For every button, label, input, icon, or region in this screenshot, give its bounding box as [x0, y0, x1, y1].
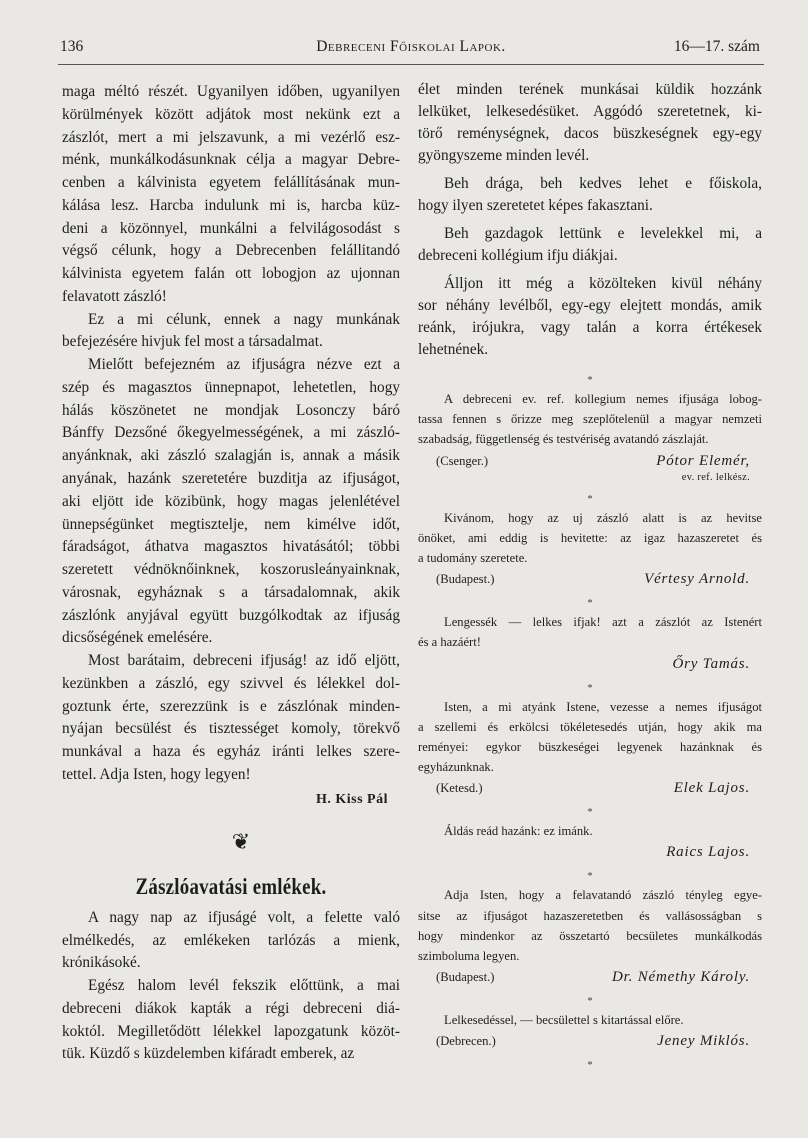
letter-excerpt: [418, 612, 762, 674]
left-column: [62, 81, 400, 1066]
paragraph: [418, 389, 762, 450]
text-line: sor néhány levélből, egy-egy elejtett mondás, amik: [418, 297, 762, 314]
text-line: befejezésére hivjuk fel most a társadalmat.: [62, 333, 323, 351]
text-line: szabadság, függetlenség és testvériség avatandó zászlaját.: [418, 432, 709, 447]
asterisk-separator: *: [587, 597, 593, 610]
text-line: Álljon itt még a közölteken kivül néhány: [444, 275, 762, 292]
text-line: zászlót, mert a mi jelszavunk, a mi vezérlő esz-: [62, 128, 400, 146]
text-line: debreceni kollégium ifju diákjai.: [418, 247, 618, 264]
text-line: kezünkben a zászló, egy szivvel és lélekkel dol-: [62, 674, 400, 692]
paragraph: [418, 1010, 762, 1030]
paragraph: [418, 885, 762, 966]
text-line: Beh drága, beh kedves lehet e főiskola,: [444, 175, 762, 192]
text-line: Lengessék — lelkes ifjak! azt a zászlót az Istenért: [444, 615, 762, 630]
text-line: önöket, ami eddig is hevitette: az igaz hazaszeretet és: [418, 530, 762, 545]
text-line: A nagy nap az ifjuságé volt, a felette való: [88, 908, 400, 926]
text-line: deni a közönnyel, munkálni a felvilágosodást s: [62, 219, 400, 237]
asterisk-separator: *: [587, 870, 593, 883]
place-name: (Debrecen.): [436, 1034, 496, 1049]
section-title: Zászlóavatási emlékek.: [135, 873, 327, 899]
text-line: hálás köszönetet ne mondjak Losonczy báró: [62, 401, 400, 419]
text-line: ménk, munkálkodásunknak célja a magyar Debre-: [62, 151, 400, 169]
issue-number: 16—17. szám: [673, 38, 760, 55]
text-line: Egész halom levél fekszik előttünk, a mai: [88, 977, 400, 995]
text-line: debreceni diákok kapták a régi debreceni diá-: [62, 999, 400, 1017]
text-line: a szellemi és erkölcsi tökéletesedés utján, hogy akik ma: [418, 719, 762, 734]
text-line: krónikásoké.: [62, 954, 141, 972]
text-line: törő reménységnek, dacos büszkeségnek egy-egy: [418, 125, 762, 142]
text-line: Isten, a mi atyánk Istene, vezesse a nemes ifjuságot: [444, 699, 762, 714]
signature-row: [418, 1030, 762, 1052]
asterisk-separator: *: [587, 492, 593, 505]
signature-row: [418, 841, 762, 863]
text-line: gyöngyszeme minden levél.: [418, 147, 590, 164]
place-name: (Ketesd.): [436, 781, 483, 796]
header-rule: [58, 64, 764, 65]
right-column: [418, 79, 762, 1074]
paragraph: [418, 697, 762, 778]
text-line: és a hazáért!: [418, 635, 481, 650]
paragraph: [62, 907, 400, 975]
asterisk-separator: *: [587, 995, 593, 1008]
letter-excerpt: [418, 1010, 762, 1052]
paragraph: [418, 79, 762, 167]
text-line: végső célunk, hogy a Debrecenben felállitandó: [62, 242, 400, 260]
text-line: ünnepségünket megtisztelje, nem kimélve időt,: [62, 515, 400, 533]
asterisk-separator: *: [587, 1059, 593, 1072]
text-line: tettel. Adja Isten, hogy legyen!: [62, 765, 251, 783]
paragraph: [418, 821, 762, 841]
page-number: 136: [60, 38, 84, 55]
paragraph: [418, 612, 762, 652]
text-line: cenben a kálvinista egyetem felállításának mun-: [62, 174, 400, 192]
signature-row: [418, 777, 762, 799]
letter-excerpt: [418, 697, 762, 800]
text-line: elmélkedés, az emlékeken tarlózás a mienk,: [62, 931, 400, 949]
asterisk-separator: *: [587, 374, 593, 386]
author-name: Dr. Némethy Károly.: [612, 969, 750, 986]
signature: H. Kiss Pál: [315, 791, 388, 807]
text-line: fáradságot, áthatva magasztos hivatásától; többi: [62, 538, 400, 556]
text-line: Beh gazdagok lettünk e levelekkel mi, a: [444, 225, 762, 242]
author-name: Jeney Miklós.: [657, 1033, 750, 1050]
place-name: (Budapest.): [436, 970, 495, 985]
signature-row: [418, 450, 762, 472]
text-line: egyházunknak.: [418, 760, 494, 775]
text-line: Adja Isten, hogy a felavatandó zászló tényleg egye-: [444, 888, 762, 903]
author-title: ev. ref. lelkész.: [681, 471, 750, 483]
text-line: kálvinista egyetem falán ott lobogjon az ujonnan: [62, 265, 400, 283]
text-line: lehetnének.: [418, 341, 489, 358]
text-line: reánk, irójukra, vagy talán a korra értékesek: [418, 319, 762, 336]
paragraph: [62, 650, 400, 787]
text-line: hogy ilyen szeretetet képes fakasztani.: [418, 197, 653, 214]
text-line: szeretett védnöknőinknek, koszorusleányainknak,: [62, 561, 400, 579]
text-line: Kivánom, hogy az uj zászló alatt is az hevitse: [444, 510, 762, 525]
place-name: (Csenger.): [436, 453, 489, 468]
journal-title: Debreceni Főiskolai Lapok.: [316, 38, 506, 55]
text-line: maga méltó részét. Ugyanilyen időben, ugyanilyen: [62, 83, 400, 100]
text-line: anyának, hazánk szeretetére buzditja az ifjuságot,: [62, 470, 400, 488]
author-name: Elek Lajos.: [673, 780, 750, 797]
text-line: a tudomány szeretete.: [418, 550, 528, 565]
paragraph: [62, 81, 400, 309]
text-line: Most barátaim, debreceni ifjuság! az idő eljött,: [88, 652, 400, 670]
signature-row: [418, 653, 762, 675]
signature-row: [418, 966, 762, 988]
text-line: koktól. Megilletődött lélekkel lapozgatunk közöt-: [62, 1022, 400, 1040]
paragraph: [62, 354, 400, 650]
text-line: zászlónk anyjával együtt buzgólkodtak az ifjuság: [62, 606, 400, 624]
paragraph: [62, 309, 400, 355]
text-line: Mielőtt befejezném az ifjuságra nézve ezt a: [88, 356, 400, 374]
asterisk-separator: *: [587, 681, 593, 694]
paragraph: [62, 975, 400, 1066]
paragraph: [418, 223, 762, 267]
text-line: goztunk érte, szerezzünk is e zászlónak minden-: [62, 697, 400, 715]
author-name: Raics Lajos.: [666, 844, 750, 861]
letter-excerpt: [418, 508, 762, 591]
paragraph: [418, 273, 762, 361]
text-line: aki eljött ide közibünk, hogy magas jelenlétével: [62, 492, 400, 510]
paragraph: [418, 508, 762, 569]
signature-row: [418, 568, 762, 590]
text-line: szimboluma legyen.: [418, 949, 520, 963]
text-line: szép és magasztos ünnepnapot, lehetetlen, hogy: [62, 378, 400, 396]
place-name: (Budapest.): [436, 572, 495, 587]
text-line: tük. Küzdő s küzdelemben kifáradt emberek, az: [62, 1045, 355, 1063]
text-line: sitse az ifjuságot hazaszeretetben és vallásosságban s: [418, 908, 762, 923]
text-line: Lelkesedéssel, — becsülettel s kitartással előre.: [444, 1013, 684, 1028]
text-line: kálása lesz. Harcba indulunk mi is, harcba küz-: [62, 196, 400, 214]
text-line: Bánffy Dezsőné őkegyelmességének, a mi zászló-: [62, 424, 400, 442]
asterisk-separator: *: [587, 806, 593, 819]
text-line: felavatott zászló!: [62, 287, 167, 305]
text-line: városnak, egyháznak s a társadalomnak, akik: [62, 583, 400, 601]
text-line: Áldás reád hazánk: ez imánk.: [444, 824, 593, 839]
text-line: reményei: egykor büszkeségei legyenek hazánknak és: [418, 739, 762, 754]
text-line: lelküket, lelkesedésüket. Aggódó szeretetnek, ki-: [418, 103, 762, 120]
text-line: hogy mindenkor az összetartó becsületes munkálkodás: [418, 928, 762, 943]
text-line: nyájan becsülést és tisztességet komoly, törekvő: [62, 720, 400, 738]
text-line: élet minden terének munkásai küldik hozzánk: [418, 81, 762, 98]
text-line: munkával a haza és egyház iránti lelkes szere-: [62, 743, 400, 761]
letter-excerpt: [418, 821, 762, 863]
letter-excerpt: [418, 885, 762, 988]
letter-excerpt: [418, 389, 762, 486]
running-header: [60, 38, 762, 62]
text-line: A debreceni ev. ref. kollegium nemes ifjusága lobog-: [444, 392, 762, 406]
author-name: Pótor Elemér,: [656, 452, 750, 469]
text-line: anyánknak, aki zászló szalagján is, annak a másik: [62, 447, 400, 465]
author-name: Vértesy Arnold.: [644, 571, 750, 588]
text-line: Ez a mi célunk, ennek a nagy munkának: [88, 310, 400, 328]
text-line: dicsőségének emelésére.: [62, 629, 213, 647]
text-line: tassa fennen s őrizze meg szeplőtelenül a magyar nemzeti: [418, 412, 762, 427]
author-name: Őry Tamás.: [672, 655, 750, 672]
text-line: körülmények között adjátok most nekünk ezt a: [62, 105, 400, 123]
ornament-icon: ❦: [231, 828, 251, 854]
paragraph: [418, 173, 762, 217]
